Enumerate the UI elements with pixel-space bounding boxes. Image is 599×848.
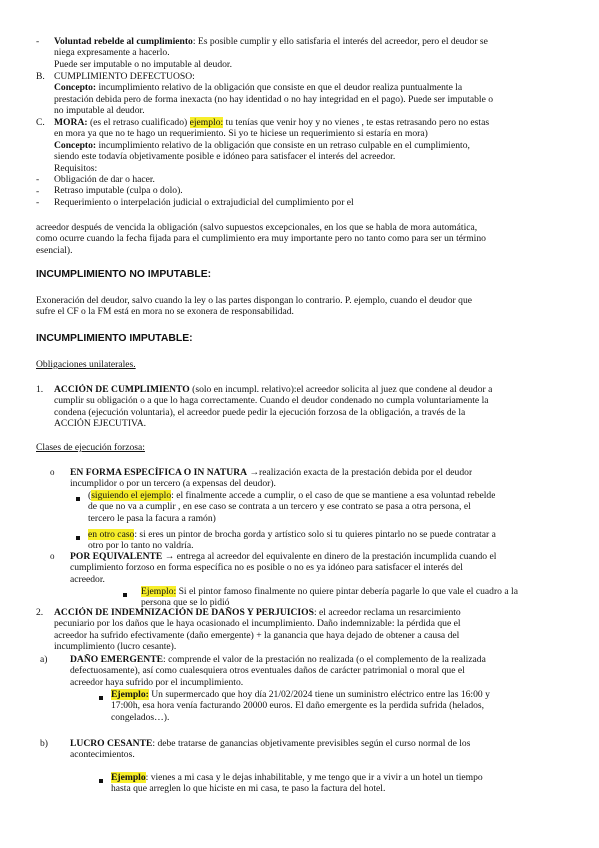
text-line: de que no va a cumplir , en ese caso se contrata a un tercero y ese contrato se pasa a otra persona, el [88,501,471,513]
dash-marker: - [36,186,40,197]
text-fragment: →realización exacta de la prestación debida por el deudor [247,467,473,478]
text-fragment: : el finalmente accede a cumplir, o el caso de que se mantiene a esa voluntad rebelde [171,490,496,501]
text-line: otro por lo tanto no valdría. [88,540,194,552]
text-fragment: (es el retraso cualificado) [87,117,190,128]
obligaciones-unilaterales-subheading: Obligaciones unilaterales. [36,359,136,370]
text-line: prestación debida pero de forma inexacta (no hay identidad o no hay integridad en el pago). Puede ser imputable o [54,93,494,105]
por-equivalente-title: POR EQUIVALENTE [70,551,163,562]
lucro-cesante-item [70,738,470,761]
mora-item [54,117,489,174]
text-line: esencial). [36,244,73,256]
accion-indemnizacion-title: ACCIÓN DE INDEMNIZACIÓN DE DAÑOS Y PERJUICIOS [54,607,314,618]
list-marker-1: 1. [36,384,44,395]
dash-marker: - [36,36,40,47]
forma-especifica-title: EN FORMA ESPECÍFICA O IN NATURA [70,467,248,478]
list-marker-a: a) [40,654,48,665]
requisitos-list [54,174,354,208]
hotel-ejemplo-subitem [111,772,483,795]
accion-indemnizacion-item [54,607,461,653]
text-fragment: : debe tratarse de ganancias objetivamente previsibles según el curso normal de los [152,738,471,749]
circle-bullet: o [50,551,55,561]
list-item: Requerimiento o interpelación judicial o extrajudicial del cumplimiento por el [54,196,354,208]
highlight-ejemplo: Ejemplo: [111,689,149,700]
highlight-otro-caso: en otro caso [88,529,135,540]
text-line: cumplimiento forzoso en forma específica no es posible o no es ya idóneo para satisfacer el interés del [70,562,463,574]
text-line: pecuniario por los daños que le haya ocasionado el incumplimiento. Daño indemnizable: la pérdida que el [54,618,461,630]
voluntad-title: Voluntad rebelde al cumplimiento [54,36,193,47]
lucro-cesante-title: LUCRO CESANTE [70,738,153,749]
por-equivalente-item [70,551,496,585]
text-fragment: Si el pintor famoso finalmente no quiere pintar debería pagarle lo que vale el cuadro a la [176,586,518,597]
list-marker-2: 2. [36,607,44,618]
text-line: : Es posible cumplir y ello satisfaria el interés del acreedor, pero el deudor se [192,36,488,47]
section-title: CUMPLIMIENTO DEFECTUOSO: [54,71,195,82]
text-line: ACCIÓN EJECUTIVA. [54,418,147,430]
accion-cumplimiento-title: ACCIÓN DE CUMPLIMIENTO [54,384,190,395]
heading-imputable: INCUMPLIMIENTO IMPUTABLE: [36,333,193,344]
forma-especifica-item [70,467,472,490]
text-line: congelados…). [111,711,170,723]
supermercado-ejemplo-subitem [111,689,490,723]
text-fragment: ( [88,490,92,501]
text-line: acreedor después de vencida la obligación (salvo supuestos excepcionales, en los que se habla de mora automática, [36,222,478,233]
no-imputable-paragraph [36,295,472,318]
text-line: niega expresamente a hacerlo. [54,47,170,59]
text-line: siendo este todavía objetivamente posible e idóneo para satisfacer el interés del acreedor. [54,151,396,163]
text-line: persona que se lo pidió [141,597,230,609]
square-bullet [76,493,80,504]
acreedor-paragraph [36,222,486,256]
list-marker-c: C. [36,117,45,128]
square-bullet [99,775,103,786]
text-line: en mora ya que no te hago un requerimiento. Si yo te hiciese un requerimiento si estaría en mora) [54,128,428,140]
text-line: hasta que arreglen lo que hiciste en mi casa, te paso la factura del hotel. [111,783,386,795]
text-line: como ocurre cuando la fecha fijada para el cumplimiento era muy importante pero no tanto como para ser un término [36,233,486,245]
cumplimiento-defectuoso-item [54,71,493,117]
text-fragment: (solo en incumpl. relativo):el acreedor solicita al juez que condene al deudor a [189,384,493,395]
clases-ejecucion-subheading: Clases de ejecución forzosa: [36,442,145,453]
text-line: no imputable al deudor. [54,105,145,117]
requisitos-label: Requisitos: [54,162,98,174]
text-fragment: tu tenías que venir hoy y no vienes , te estas retrasando pero no estas [223,117,490,128]
square-bullet [123,589,127,600]
text-line: acontecimientos. [70,749,135,761]
circle-bullet: o [50,467,55,477]
highlight-ejemplo: Ejemplo: [141,586,177,597]
text-line: tercero le pasa la facura a ramón) [88,512,216,524]
text-fragment: : vienes a mi casa y le dejas inhabilitable, y me tengo que ir a vivir a un hotel un tiempo [145,772,483,783]
text-line: condena (ejecución voluntaria), el acreedor puede pedir la ejecución forzosa de la obligación, a través de la [54,406,466,418]
square-bullet [76,532,80,543]
dano-emergente-title: DAÑO EMERGENTE [70,654,164,665]
text-line: acreedor. [70,573,105,585]
text-line: 17:00h, esa hora venía facturando 20000 euros. El daño emergente es la perdida sufrida (helados, [111,700,485,712]
text-fragment: : el acreedor reclama un resarcimiento [313,607,461,618]
text-line: cumplir su obligación o a que lo haga correctamente. Cuando el deudor condenado no cumpla voluntariamente la [54,395,489,407]
text-line: acreedor ha sufrido efectivamente (daño emergente) + la ganancia que haya dejado de obtener a causa del [54,629,460,641]
highlight-siguiendo-ejemplo: siguiendo el ejemplo [91,490,172,501]
highlight-ejemplo: Ejemplo [111,772,146,783]
text-fragment: incumplimiento relativo de la obligación que consiste en un retraso culpable en el cumplimiento, [96,139,470,151]
text-line: Exoneración del deudor, salvo cuando la ley o las partes dispongan lo contrario. P. ejemplo, cuando el deudor que [36,295,473,306]
list-item: Retraso imputable (culpa o dolo). [54,185,183,197]
concepto-label: Concepto: [54,139,97,151]
dano-emergente-item [70,654,486,688]
highlight-ejemplo: ejemplo: [189,117,224,128]
heading-no-imputable: INCUMPLIMIENTO NO IMPUTABLE: [36,269,212,280]
text-fragment: : si eres un pintor de brocha gorda y artístico solo si tu quieres pintarlo no se puede contratar a [134,529,496,540]
voluntad-rebelde-item [54,36,488,70]
text-line: incumplidor o por un tercero (a expensas del deudor). [70,478,276,490]
siguiendo-ejemplo-subitem [88,490,495,524]
text-fragment: Un supermercado que hoy día 21/02/2024 tiene un suministro eléctrico entre las 16:00 y [148,689,490,700]
square-bullet [99,692,103,703]
text-fragment: : comprende el valor de la prestación no realizada (o el complemento de la realizada [163,654,486,665]
otro-caso-subitem [88,529,496,552]
list-marker-b: b) [40,738,48,749]
concepto-label: Concepto: [54,82,97,94]
text-line: acreedor haya sufrido por el incumplimiento. [70,676,244,688]
text-line: incumplimiento (lucro cesante). [54,641,177,653]
list-marker-b: B. [36,71,45,82]
text-fragment: → entrega al acreedor del equivalente en dinero de la prestación incumplida cuando el [162,551,497,562]
text-line: defectuosamente), así como cualesquiera otros eventuales daños de carácter patrimonial o moral que el [70,665,465,677]
mora-title: MORA: [54,117,88,128]
accion-cumplimiento-item [54,384,492,430]
text-line: sufre el CF o la FM está en mora no se exonera de responsabilidad. [36,306,294,318]
text-line: incumplimiento relativo de la obligación que consiste en que el deudor realiza puntualmente la [96,82,463,94]
dash-marker: - [36,174,40,185]
dash-marker: - [36,197,40,208]
pintor-ejemplo-subitem [141,586,518,609]
list-item: Obligación de dar o hacer. [54,174,155,185]
text-line: Puede ser imputable o no imputable al deudor. [54,58,232,70]
